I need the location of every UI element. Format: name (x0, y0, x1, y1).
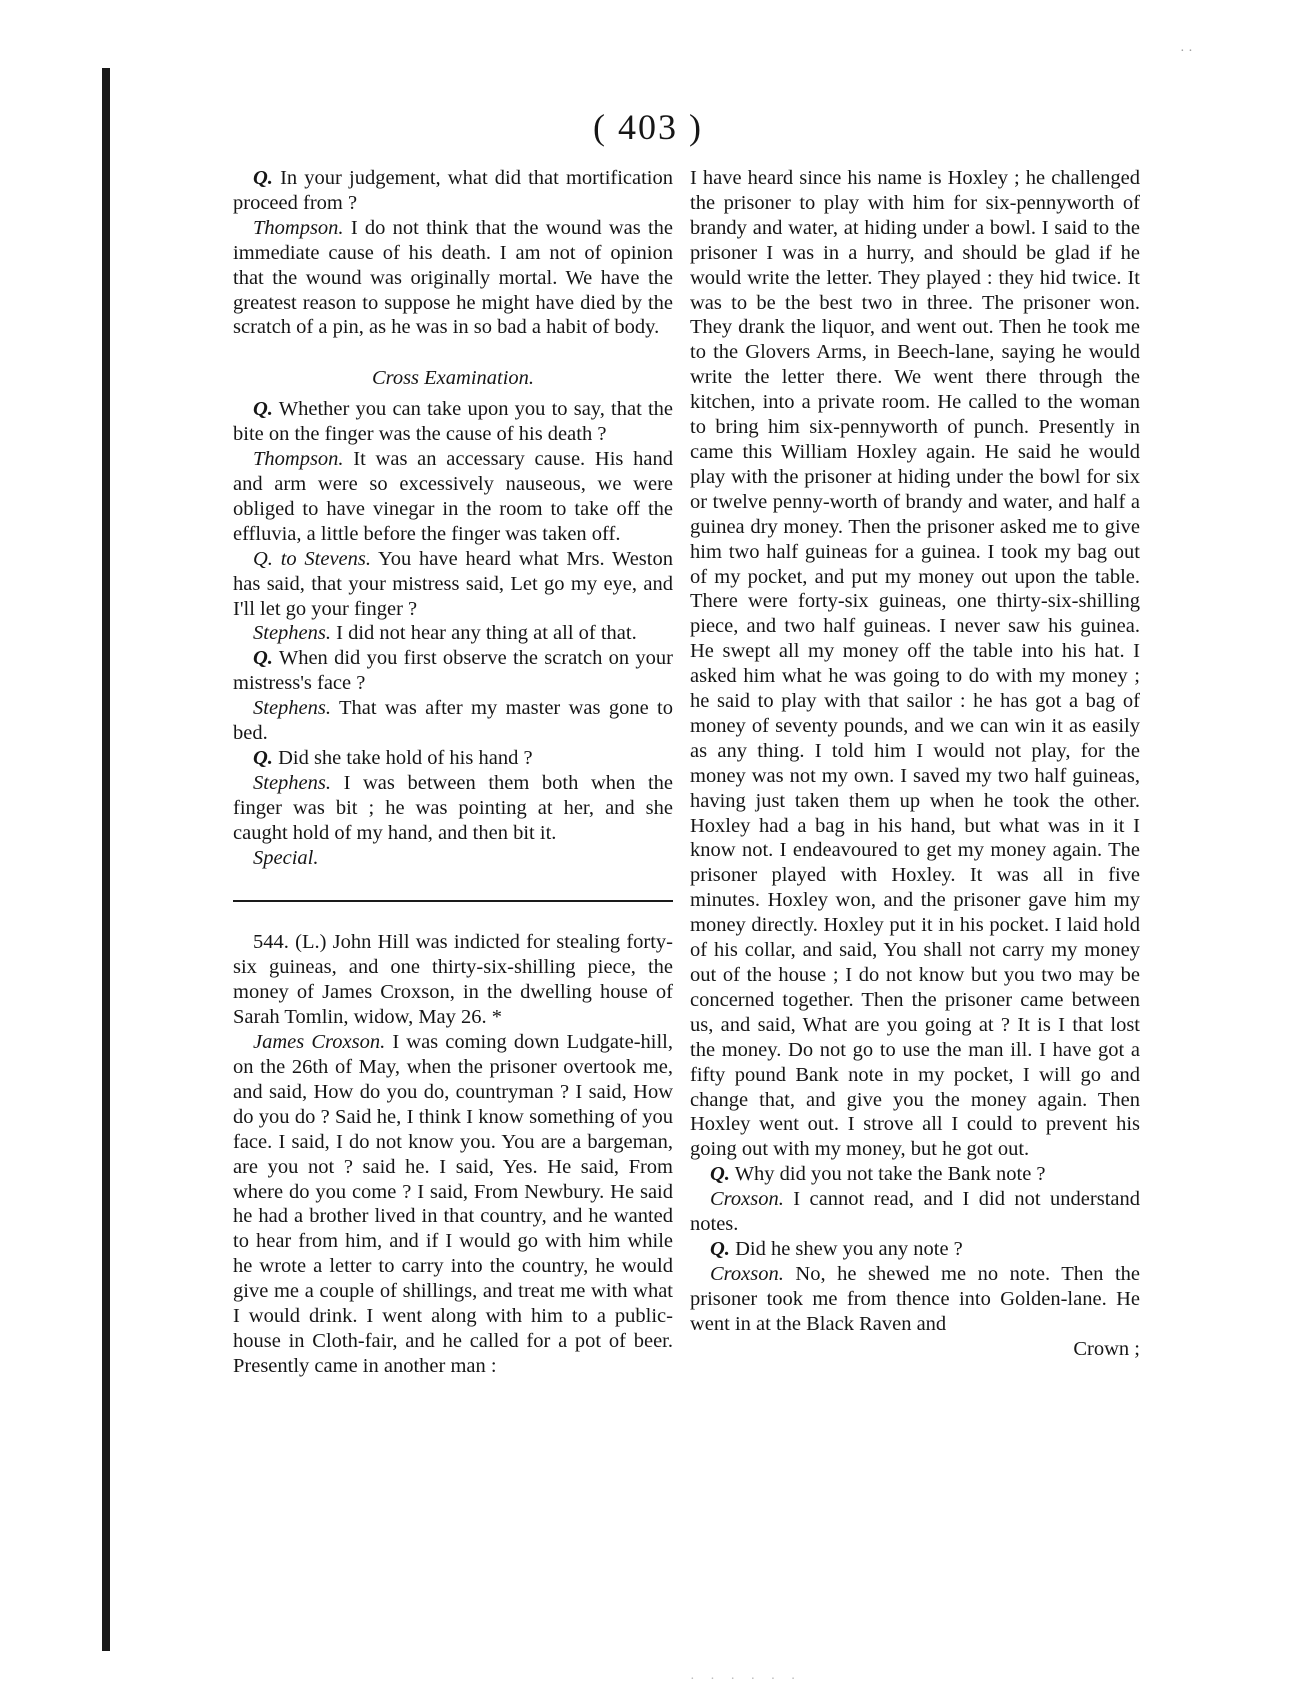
section-heading: Cross Examination. (371, 367, 535, 390)
speaker-name: Thompson. (253, 448, 344, 471)
speaker-name: Q. to Stevens. (253, 547, 372, 570)
question-paragraph (233, 646, 673, 696)
question-marker: Q. (710, 1237, 730, 1260)
right-column (690, 166, 1140, 1362)
question-paragraph (233, 746, 673, 771)
paragraph-text: 544. (L.) John Hill was indicted for stealing forty-six guineas, and one thirty-six-shilling piece, the money of James Croxson, in the dwelling house of Sarah Tomlin, widow, May 26. * (233, 931, 673, 1029)
left-column (233, 166, 673, 1379)
paragraph-text: When did you first observe the scratch on your mistress's face ? (233, 647, 673, 695)
case-heading-paragraph (233, 930, 673, 1030)
speaker-name: Thompson. (253, 216, 344, 239)
testimony-paragraph (690, 1187, 1140, 1237)
paragraph-text: Did he shew you any note ? (729, 1237, 963, 1260)
question-marker: Q. (253, 398, 273, 421)
paragraph-text: Did she take hold of his hand ? (272, 746, 533, 769)
testimony-paragraph (233, 1030, 673, 1379)
paragraph-text: You have heard what Mrs. Weston has said, that your mistress said, Let go my eye, and I'll let go your finger ? (233, 547, 673, 620)
page-number: ( 403 ) (593, 107, 703, 147)
binding-edge-rule (102, 68, 110, 1651)
verdict-text: Special. (253, 846, 319, 869)
speaker-name: Stephens. (253, 622, 331, 645)
speaker-name: Stephens. (253, 697, 331, 720)
speaker-name: Stephens. (253, 771, 331, 794)
question-paragraph (233, 547, 673, 622)
speaker-name: Croxson. (710, 1262, 784, 1285)
testimony-paragraph (690, 1262, 1140, 1337)
paragraph-text: I cannot read, and I did not understand notes. (690, 1188, 1140, 1236)
testimony-continuation (690, 166, 1140, 1162)
paragraph-text: No, he shewed me no note. Then the prisoner took me from thence into Golden-lane. He went in at the Black Raven and (690, 1262, 1140, 1335)
question-paragraph (233, 166, 673, 216)
verdict-line (233, 846, 673, 871)
testimony-paragraph (233, 216, 673, 341)
paragraph-text: Whether you can take upon you to say, that the bite on the finger was the cause of his death ? (233, 398, 673, 446)
paragraph-text: That was after my master was gone to bed. (233, 697, 673, 745)
paragraph-text: I was between them both when the finger was bit ; he was pointing at her, and she caught hold of my hand, and then bit it. (233, 771, 673, 844)
paragraph-text: I was coming down Ludgate-hill, on the 26th of May, when the prisoner overtook me, and said, How do you do, countryman ? I said, How do you do ? Said he, I think I know something of you face. I said, I do not know you. You are a bargeman, are you not ? said he. I said, Yes. He said, From where do you come ? I said, From Newbury. He said he had a brother lived in that country, and he wanted to hear from him, and if I would go with him while he wrote a letter to carry into the country, he would give me a couple of shillings, and treat me with what I would drink. I went along with him to a public-house in Cloth-fair, and he called for a pot of beer. Presently came in another man : (233, 1031, 673, 1377)
paragraph-text: I do not think that the wound was the immediate cause of his death. I am not of opinion that the wound was originally mortal. We have the greatest reason to suppose he might have died by the scratch of a pin, as he was in so bad a habit of body. (233, 216, 673, 339)
question-paragraph (690, 1162, 1140, 1187)
paragraph-text: I have heard since his name is Hoxley ; he challenged the prisoner to play with him for six-pennyworth of brandy and water, at hiding under a bowl. I said to the prisoner I was in a hurry, and should be glad if he would write the letter. They played : they hid twice. It was to be the best two in three. The prisoner won. They drank the liquor, and went out. Then he took me to the Glovers Arms, in Beech-lane, saying he would write the letter there. We went there through the kitchen, into a private room. He called to the woman to bring him six-pennyworth of punch. Presently in came this William Hoxley again. He said he would play with the prisoner at hiding under the bowl for six or twelve penny-worth of brandy and water, and half a guinea dry money. Then the prisoner asked me to give him two half guineas for a guinea. I took my bag out of my pocket, and put my money out upon the table. There were forty-six guineas, one thirty-six-shilling piece, and two half guineas. I never saw his guinea. He swept all my money off the table into his hat. I asked him what he was going to do with my money ; he said to play with that sailor : he has got a bag of money of seventy pounds, and we can win it as easily as any thing. I told him I would not play, for the money was not my own. I saved my two half guineas, having just taken them up when he took the other. Hoxley had a bag in his hand, but what was in it I know not. I endeavoured to get my money again. The prisoner played with Hoxley. It was all in five minutes. Hoxley won, and the prisoner gave him my money directly. Hoxley put it in his pocket. I laid hold of his collar, and said, You shall not carry my money out of the house ; I do not know but you two may be concerned together. Then the prisoner came between us, and said, What are you going at ? It is I that lost the money. Do not go to use the man ill. I have got a fifty pound Bank note in my pocket, I will go and change that, and give you the money again. Then Hoxley went out. I strove all I could to prevent his going out with my money, but he got out. (690, 167, 1140, 1161)
paragraph-text: It was an accessary cause. His hand and arm were so excessively nauseous, we were obliged to have vinegar in the room to take off the effluvia, a little before the finger was taken off. (233, 448, 673, 545)
testimony-paragraph (233, 696, 673, 746)
testimony-paragraph (233, 621, 673, 646)
question-marker: Q. (253, 167, 273, 189)
paragraph-text: In your judgement, what did that mortification proceed from ? (233, 167, 673, 214)
question-marker: Q. (253, 647, 273, 670)
corner-speck: · · (1180, 44, 1193, 59)
testimony-paragraph (233, 447, 673, 547)
section-divider (233, 900, 673, 902)
catchword: Crown ; (1073, 1337, 1140, 1360)
question-marker: Q. (253, 746, 273, 769)
question-marker: Q. (710, 1163, 730, 1186)
speaker-name: James Croxson. (253, 1031, 386, 1054)
print-specks: · · · · · · (690, 1672, 802, 1687)
paragraph-text: Why did you not take the Bank note ? (729, 1163, 1046, 1186)
question-paragraph (233, 397, 673, 447)
paragraph-text: I did not hear any thing at all of that. (331, 622, 637, 645)
testimony-paragraph (233, 771, 673, 846)
question-paragraph (690, 1237, 1140, 1262)
speaker-name: Croxson. (710, 1188, 784, 1211)
